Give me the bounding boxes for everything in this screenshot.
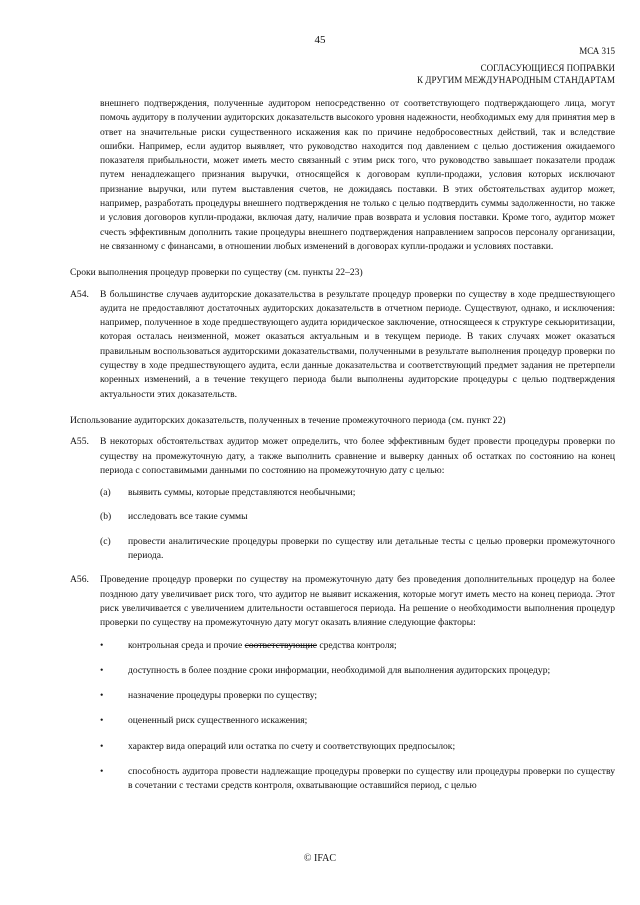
struck-text: соответствующие bbox=[244, 639, 317, 651]
paragraph-number: A55. bbox=[70, 436, 89, 448]
paragraph-a56 bbox=[70, 573, 615, 630]
list-item bbox=[70, 535, 615, 564]
paragraph-number: A56. bbox=[70, 574, 89, 586]
bullet-text-after: средства контроля; bbox=[316, 639, 397, 651]
bullet-text: характер вида операций или остатка по счету и соответствующих предпосылок; bbox=[128, 740, 456, 752]
bullet-item bbox=[70, 689, 615, 703]
paragraph-number: A54. bbox=[70, 288, 89, 300]
footer-copyright: © IFAC bbox=[303, 853, 337, 864]
list-item-text: исследовать все такие суммы bbox=[128, 511, 248, 523]
paragraph-text: В большинстве случаев аудиторские доказательства в результате процедур проверки по существу в ходе предшествующего аудита не предоставляют достаточных аудиторских доказательств в отчетном периоде. Существуют, однако, и исключения: например, полученное в ходе предшествующего аудита юридическое заключение, относящееся к структуре секьюритизации, которая осталась неизменной, может оказаться актуальным и в текущем периоде. В таких случаях может оказаться правильным воспользоваться аудиторскими доказательствами, полученными в результате выполнения процедур проверки по существу в ходе предшествующего аудита, если данные доказательства и соответствующий предмет задания не претерпели коренных изменений, а в течение текущего периода были выполнены аудиторские процедуры с целью подтверждения актуальности этих доказательств. bbox=[100, 288, 615, 400]
document-body bbox=[70, 97, 615, 805]
bullet-item bbox=[70, 639, 615, 653]
paragraph-a55 bbox=[70, 435, 615, 478]
bullet-icon: • bbox=[100, 715, 104, 727]
bullet-icon: • bbox=[100, 664, 104, 676]
list-item-label: (c) bbox=[100, 535, 111, 547]
a56-bullet-list bbox=[70, 639, 615, 794]
running-header-line-1: СОГЛАСУЮЩИЕСЯ ПОПРАВКИ bbox=[480, 63, 615, 73]
bullet-icon: • bbox=[100, 690, 104, 702]
list-item-text: выявить суммы, которые представляются необычными; bbox=[128, 487, 356, 499]
list-item bbox=[70, 510, 615, 524]
list-item-label: (b) bbox=[100, 511, 112, 523]
page-number: 45 bbox=[314, 34, 326, 46]
running-header bbox=[417, 62, 615, 86]
list-item-label: (a) bbox=[100, 487, 111, 499]
paragraph-text: Проведение процедур проверки по существу на промежуточную дату без проведения дополнительных процедур на более позднюю дату увеличивает риск того, что аудитор не выявит искажения, которые могут иметь место на конец периода. Этот риск увеличивается с увеличением длительности оставшегося периода. На решение о необходимости выполнения процедур проверки по существу на промежуточную дату могут оказать влияние следующие факторы: bbox=[100, 574, 615, 629]
bullet-item bbox=[70, 765, 615, 794]
list-item-text: провести аналитические процедуры проверки по существу или детальные тесты с целью проверки промежуточного периода. bbox=[128, 535, 615, 562]
intro-paragraph: внешнего подтверждения, полученные аудитором непосредственно от соответствующего подтверждающего лица, могут помочь аудитору в получении аудиторских доказательств высокого уровня надежности, необходимых ему для принятия мер в ответ на значительные риски существенного искажения как по причине недобросовестных действий, так и вследствие ошибки. Например, если аудитор выявляет, что руководство находится под давлением с целью достижения ожидаемого показателя прибыльности, может иметь место связанный с этим риск того, что руководство завышает показатели продаж путем ненадлежащего признания выручки, относящейся к договорам купли-продажи, условия которых исключают признание выручки, или путем выставления счетов, не дожидаясь поставки. В этих обстоятельствах аудитор может, например, разработать процедуры внешнего подтверждения не только с целью подтвердить суммы задолженности, но также и условия договоров купли-продажи, включая дату, наличие прав возврата и условия поставки. Кроме того, аудитор может счесть эффективным дополнить такие процедуры внешнего подтверждения направлением запросов персоналу организации, не связанному с финансами, в отношении любых изменений в договорах купли-продажи и условиях поставки. bbox=[100, 98, 615, 252]
standard-code: МСА 315 bbox=[579, 46, 615, 56]
bullet-icon: • bbox=[100, 740, 104, 752]
bullet-text-before: контрольная среда и прочие bbox=[128, 639, 245, 651]
bullet-text: способность аудитора провести надлежащие процедуры проверки по существу или процедуры проверки по существу в сочетании с тестами средств контроля, охватывающие оставшийся период, с целью bbox=[128, 765, 615, 792]
bullet-text: доступность в более поздние сроки информации, необходимой для выполнения аудиторских процедур; bbox=[128, 664, 551, 676]
section-heading-timing: Сроки выполнения процедур проверки по существу (см. пункты 22–23) bbox=[70, 267, 363, 279]
bullet-text: оцененный риск существенного искажения; bbox=[128, 715, 308, 727]
bullet-item bbox=[70, 740, 615, 754]
running-header-line-2: К ДРУГИМ МЕЖДУНАРОДНЫМ СТАНДАРТАМ bbox=[417, 75, 615, 85]
paragraph-text: В некоторых обстоятельствах аудитор может определить, что более эффективным будет провести процедуры проверки по существу на промежуточную дату, а также выполнить сравнение и выверку данных об остатках по состоянию на конец периода с сопоставимыми данными по состоянию на промежуточную дату с целью: bbox=[100, 436, 615, 476]
section-heading-interim: Использование аудиторских доказательств, полученных в течение промежуточного периода (см. пункт 22) bbox=[70, 414, 506, 426]
bullet-item bbox=[70, 664, 615, 678]
bullet-text: назначение процедуры проверки по существу; bbox=[128, 690, 318, 702]
bullet-item bbox=[70, 714, 615, 728]
bullet-icon: • bbox=[100, 639, 104, 651]
a55-sublist bbox=[70, 486, 615, 563]
list-item bbox=[70, 486, 615, 500]
paragraph-a54 bbox=[70, 288, 615, 402]
bullet-icon: • bbox=[100, 765, 104, 777]
